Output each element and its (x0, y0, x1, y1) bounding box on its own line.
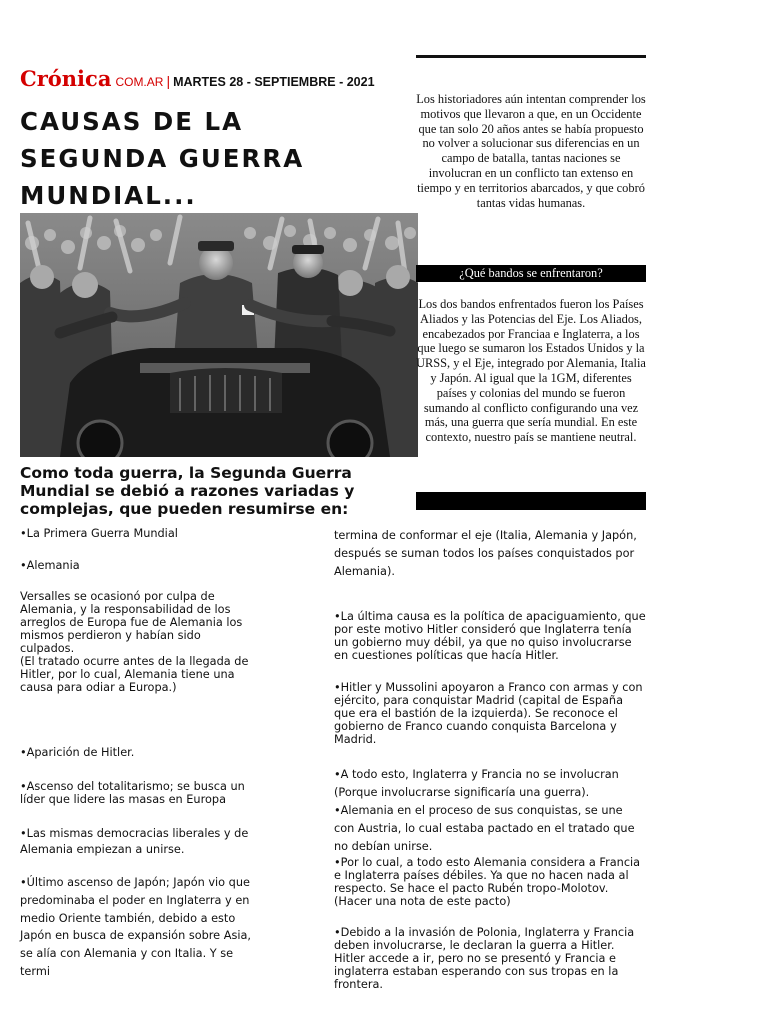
lead-paragraph: Como toda guerra, la Segunda Guerra Mundial se debió a razones variadas y complejas, que pueden resumirse en: (20, 464, 355, 518)
right-column (334, 527, 646, 991)
bottom-rule (416, 492, 646, 510)
weak-countries: •Por lo cual, a todo esto Alemania considera a Francia e Inglaterra países débiles. Ya que no hacen nada al respecto. Se hace el pacto Rubén tropo-Molotov. (Hacer una nota de este pacto) (334, 856, 641, 908)
historic-photo (20, 213, 418, 457)
poland-invasion: •Debido a la invasión de Polonia, Inglaterra y Francia deben involucrarse, le declaran la guerra a Hitler. Hitler accede a ir, pero no se presentó y Francia e inglaterra estaban esperando con sus tropas en la frontera. (334, 926, 635, 991)
issue-date: MARTES 28 - SEPTIEMBRE - 2021 (173, 75, 375, 89)
masthead-separator: | (166, 73, 171, 89)
headline (20, 103, 415, 214)
versailles-text: Versalles se ocasionó por culpa de Alemania, y la responsabilidad de los arreglos de Europa fue de Alemania los mismos perdieron y habían sido culpados. (20, 590, 243, 655)
cause-totalitarianism: •Ascenso del totalitarismo; se busca un líder que lidere las masas en Europa (20, 780, 245, 806)
left-column (20, 527, 254, 981)
treaty-note: (El tratado ocurre antes de la llegada de Hitler, por lo cual, Alemania tiene una causa para odiar a Europa.) (20, 655, 249, 694)
bands-text: Los dos bandos enfrentados fueron los Países Aliados y las Potencias del Eje. Los Aliados, encabezados por Franciaa e Inglaterra, a los que luego se sumaron los Estados Unidos y la URSS, y el Eje, integrado por Alemania, Italia y Japón. Al igual que la 1GM, diferentes países y colonias del mundo se fueron sumando al conflicto configurando una vez más, una guerra que sería mundial. En este contexto, nuestro país se mantiene neutral. (416, 297, 646, 445)
spain-franco: •Hitler y Mussolini apoyaron a Franco con armas y con ejército, para conquistar Madrid (capital de España que era el bastión de la izquierda). Se reconoce el gobierno de Franco cuando conquista Barcelona y Madrid. (334, 681, 643, 746)
non-involvement-reason: (Porque involucrarse significaría una guerra). (334, 786, 590, 799)
brand-domain: COM.AR (115, 75, 164, 89)
cause-hitler: •Aparición de Hitler. (20, 746, 135, 759)
cause-democracies: •Las mismas democracias liberales y de Alemania empiezan a unirse. (20, 827, 249, 856)
cause-first-war: •La Primera Guerra Mundial (20, 527, 178, 540)
cause-germany: •Alemania (20, 559, 80, 572)
bands-heading: ¿Qué bandos se enfrentaron? (416, 265, 646, 282)
sidebar-intro: Los historiadores aún intentan comprender los motivos que llevaron a que, en un Occidente que tan solo 20 años antes se había propuesto no volver a solucionar sus diferencias en un campo de batalla, tantas naciones se involucran en un conflicto tan extenso en tiempo y en territorios abarcados, y que cobró tantas vidas humanas. (416, 92, 646, 210)
austria-union: •Alemania en el proceso de sus conquistas, se une con Austria, lo cual estaba pactado en el tratado que no debían unirse. (334, 804, 635, 853)
cause-appeasement: •La última causa es la política de apaciguamiento, que por este motivo Hitler consideró que Inglaterra tenía un gobierno muy débil, ya que no quiso involucrarse en cuestiones políticas que hacía Hitler. (334, 610, 646, 662)
headline-line-3: MUNDIAL... (20, 181, 197, 210)
masthead (20, 66, 400, 91)
brand-logo: Crónica (20, 66, 112, 91)
axis-formation: termina de conformar el eje (Italia, Alemania y Japón, después se suman todos los países conquistados por Alemania). (334, 529, 637, 578)
headline-line-2: SEGUNDA GUERRA (20, 144, 305, 173)
cause-japan: •Último ascenso de Japón; Japón vio que predominaba el poder en Inglaterra y en medio Oriente también, debido a esto Japón en busca de expansión sobre Asia, se alía con Alemania y con Italia. Y se termi (20, 876, 251, 978)
photo-illustration (20, 213, 418, 457)
headline-line-1: CAUSAS DE LA (20, 107, 244, 136)
non-involvement: •A todo esto, Inglaterra y Francia no se involucran (334, 768, 619, 781)
top-rule (416, 55, 646, 58)
